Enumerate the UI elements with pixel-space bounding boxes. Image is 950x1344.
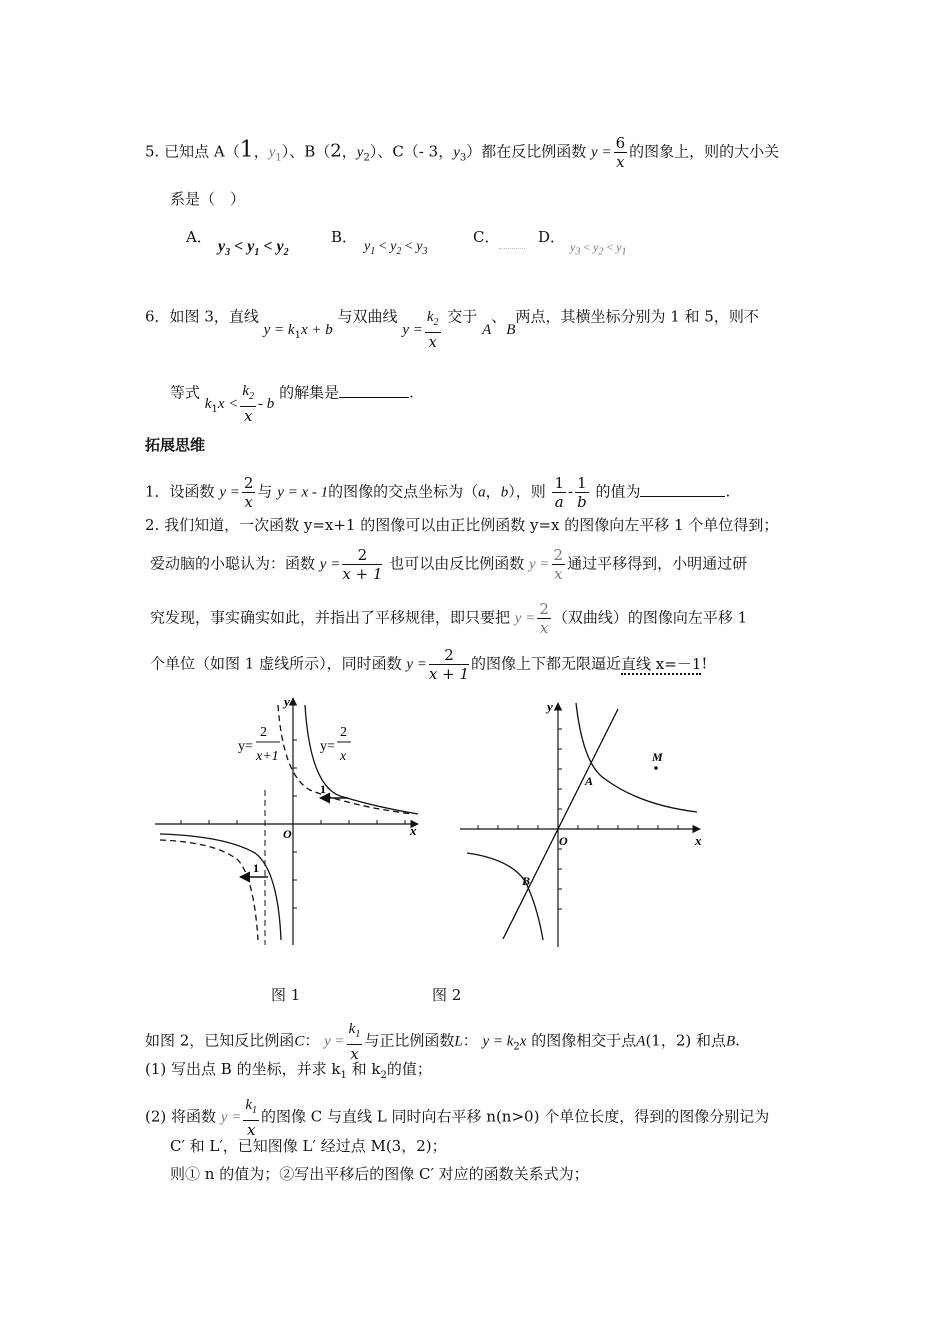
q6-line1: 6．如图 3，直线 $y = k_1x + b$ 与双曲线 y = $\frac{k_2}{x}$ 交于 A、B两点，其横坐标分别为 1 和 5，则不 <box>145 307 759 351</box>
svg-text:x: x <box>340 749 347 764</box>
e2-line3: 究发现，事实确实如此，并指出了平移规律，即只要把 y = $\frac{2}{x}$ （双曲线）的图像向左平移 1 <box>150 600 748 637</box>
q6-hyperbola-fraction: $\frac{k_2}{x}$ <box>426 309 439 351</box>
fig2-point-M-label: M <box>652 750 663 764</box>
option-d[interactable]: $y_3 < y_2 < y_1$ <box>570 240 627 258</box>
svg-text:x+1: x+1 <box>256 749 279 764</box>
fig2-hyperbola-q3 <box>467 853 543 940</box>
q5-options <box>186 226 706 260</box>
p3-line3: (2) 将函数 y = $\frac{k_1}{x}$ 的图像 C 与直线 L 同时向右平移 n(n>0) 个单位长度，得到的图像分别记为 <box>145 1097 770 1139</box>
svg-text:y=: y= <box>238 739 253 754</box>
fig1-caption: 图 1 <box>271 986 301 1004</box>
option-c-label[interactable]: C． <box>473 228 500 246</box>
fig2-origin-label: O <box>559 834 568 848</box>
e2-line2: 爱动脑的小聪认为：函数 y = $\frac{2}{x + 1}$ 也可以由反比例函数 y = $\frac{2}{x}$ 通过平移得到，小明通过研 <box>150 546 748 583</box>
fig1-origin-label: O <box>283 827 292 841</box>
option-a[interactable]: $y_3 < y_1 < y_2$ <box>218 238 289 259</box>
e1-answer-blank[interactable] <box>640 482 725 497</box>
q5-line1: 5. 已知点 A（1，$y_1$）、B（2，$y_2$）、C（- 3，$y_3$）都在反比例函数 y = $\frac{6}{x}$ 的图象上，则的大小关 <box>145 134 780 171</box>
e1-fraction-b: $\frac{1}{b}$ <box>577 474 587 511</box>
q5-function-fraction: $\frac{6}{x}$ <box>615 134 626 171</box>
q6-inequality-fraction: $\frac{k_2}{x}$ <box>242 383 255 425</box>
e1-fraction-a: $\frac{1}{a}$ <box>554 474 565 511</box>
option-d-label[interactable]: D． <box>538 228 566 246</box>
fig1-axis-x-label: x <box>410 823 417 838</box>
q6-number: 6． <box>145 307 170 326</box>
q5-number: 5. <box>145 142 160 161</box>
fig2-point-A-label: A <box>585 774 594 788</box>
p3-line1: 如图 2，已知反比例函C： y = $\frac{k_1}{x}$ 与正比例函数L： $y = k_2x$ 的图像相交于点A(1，2) 和点B. <box>145 1021 740 1063</box>
q6-answer-blank[interactable] <box>339 383 409 398</box>
fig2-line-L <box>503 709 618 939</box>
fig1-curve-dashed-q3 <box>160 840 258 940</box>
q6-line2: 等式 $k_1x$ < $\frac{k_2}{x}$ - b 的解集是 . <box>170 383 414 425</box>
option-b[interactable]: $y_1 < y_2 < y_3$ <box>364 239 428 257</box>
svg-text:2: 2 <box>340 725 347 740</box>
figure-1 <box>150 690 430 950</box>
option-b-label[interactable]: B． <box>331 228 358 246</box>
fig2-caption: 图 2 <box>432 986 462 1004</box>
p3-line4: C′ 和 L′，已知图像 L′ 经过点 M(3，2)； <box>170 1137 447 1155</box>
e2-line1: 2. 我们知道，一次函数 y=x+1 的图像可以由正比例函数 y=x 的图像向左平移 1 个单位得到； <box>145 516 779 534</box>
e1-line: 1．设函数 y = $\frac{2}{x}$ 与 y = x - 1的图像的交点坐标为（a，b），则 $\frac{1}{a}$ - $\frac{1}{b}$ 的值为 . <box>145 474 731 511</box>
section-title: 拓展思维 <box>145 436 206 454</box>
e2-line4: 个单位（如图 1 虚线所示），同时函数 y = $\frac{2}{x + 1}$ 的图像上下都无限逼近直线 x=－1! <box>150 646 708 683</box>
svg-text:y=: y= <box>320 739 335 754</box>
fig2-point-B-label: B <box>522 874 531 888</box>
fig1-axis-y-label: y <box>284 694 290 709</box>
svg-text:2: 2 <box>260 725 267 740</box>
e1-fraction-1: $\frac{2}{x}$ <box>243 474 254 511</box>
option-a-label[interactable]: A． <box>186 228 212 246</box>
fig1-shift-label-1: 1 <box>320 782 326 796</box>
p3-line5: 则① n 的值为；②写出平移后的图像 C′ 对应的函数关系式为； <box>170 1165 589 1183</box>
option-c-faint-formula <box>499 240 525 249</box>
figure-2 <box>455 695 715 955</box>
fig2-point-M <box>654 766 658 770</box>
p3-line2: (1) 写出点 B 的坐标，并求 $k_1$ 和 $k_2$的值； <box>145 1060 432 1081</box>
fig1-shift-label-2: 1 <box>253 861 259 875</box>
fig2-axis-x-label: x <box>695 833 702 848</box>
fig2-axis-y-label: y <box>547 699 553 714</box>
q5-line2: 系是（ ） <box>170 190 246 208</box>
